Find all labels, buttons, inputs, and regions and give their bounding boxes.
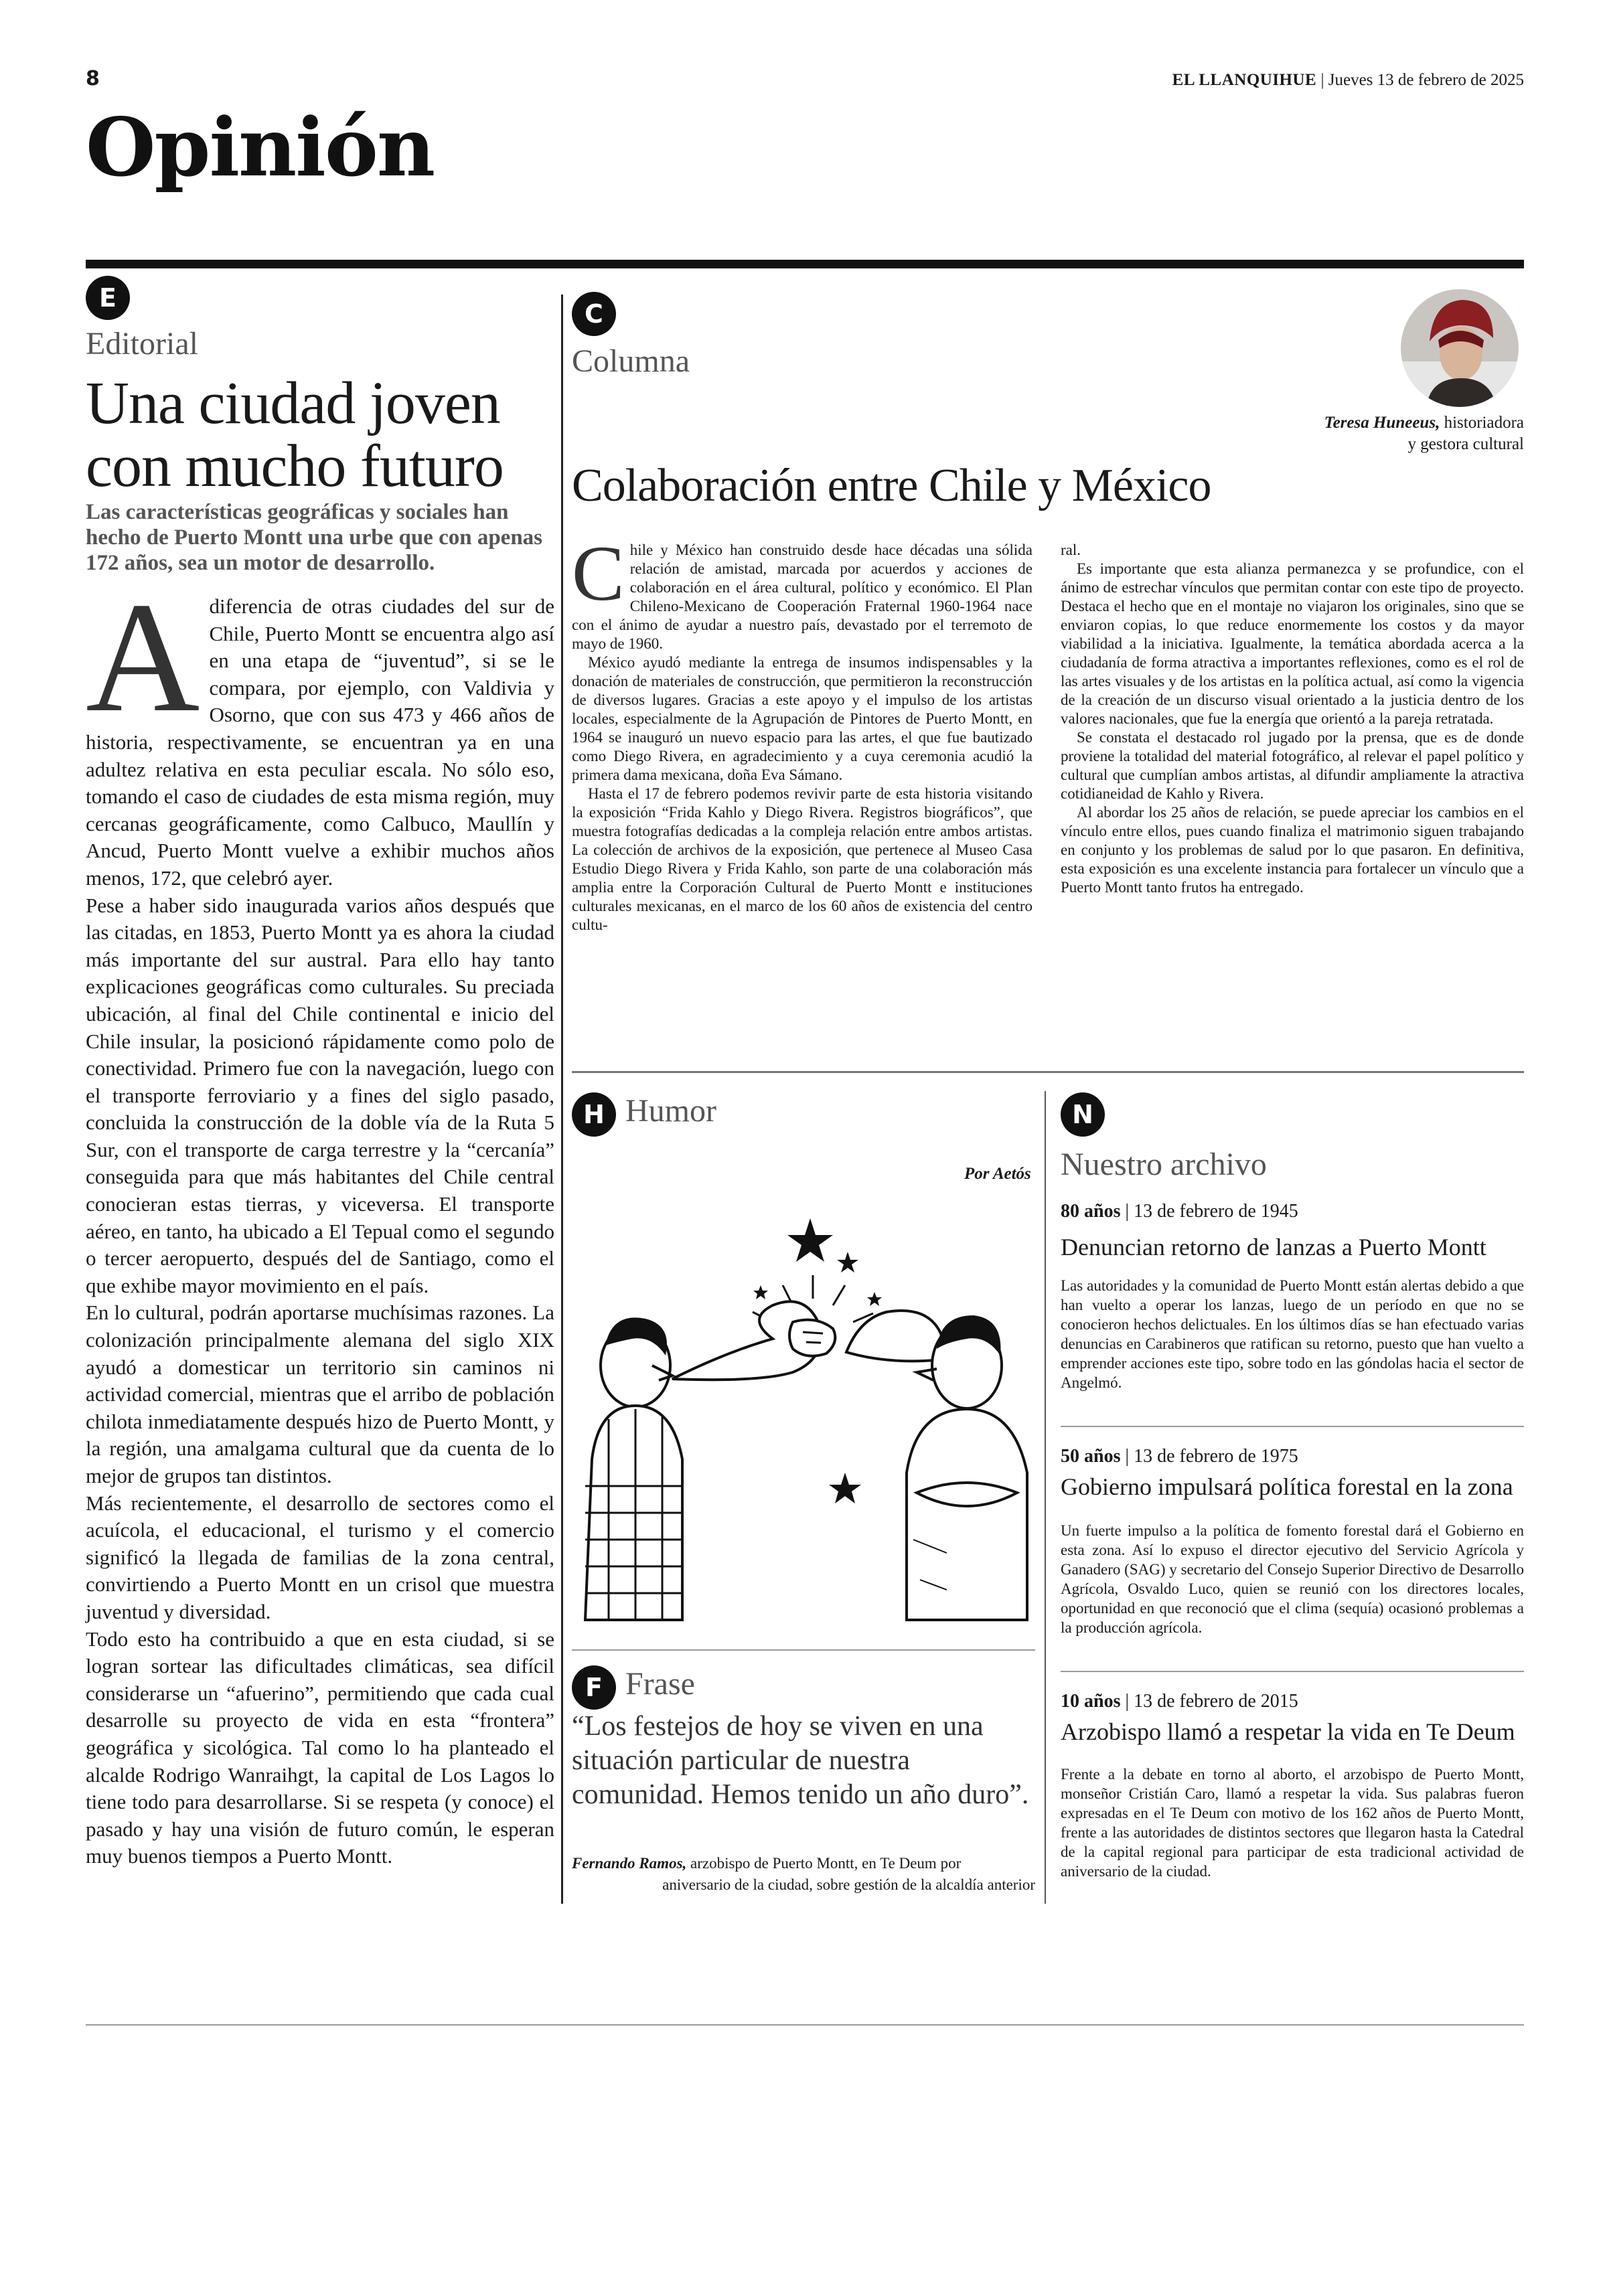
humor-bottom-rule <box>572 1649 1035 1651</box>
archivo-item-text: Un fuerte impulso a la política de fomento forestal dará el Gobierno en esta zona. Así lo expuso el director ejecutivo del Servicio Agrícola y Ganadero (SAG) y secretario del Consejo Superior Directivo de Desarrollo Agrícola, Osvaldo Luco, quien se reunió con los directores locales, oportunidad en que reconoció que el clima (sequía) ocasionó problemas a la producción agrícola. <box>1061 1522 1524 1636</box>
author-name: Teresa Huneeus, <box>1324 414 1440 432</box>
archivo-badge: N <box>1061 1092 1105 1137</box>
columna-paragraph: México ayudó mediante la entrega de insumos indispensables y la donación de materiales de construcción, que permitieron la reconstrucción de diversos lugares. Gracias a este apoyo y el impulso de los artistas locales, especialmente de la Agrupación de Pintores de Puerto Montt, en 1964 se inauguró un nuevo espacio para las artes, el que fue bautizado como Diego Rivera, en agradecimiento y a cuya ceremonia acudió la primera dama mexicana, doña Eva Sámano. <box>572 654 1032 783</box>
star-icon <box>837 1252 858 1273</box>
issue-date: | Jueves 13 de febrero de 2025 <box>1320 71 1524 89</box>
frase-attribution: Fernando Ramos, arzobispo de Puerto Montt, en Te Deum por aniversario de la ciudad, sobre gestión de la alcaldía anterior <box>572 1855 1035 1893</box>
columna-paragraph: Chile y México han construido desde hace décadas una sólida relación de amistad, marcada por acuerdos y acciones de colaboración en el área cultural, político y económico. El Plan Chileno-Mexicano de Cooperación Fraternal 1960-1964 nace con el ánimo de ayudar a nuestro país, devastado por el terremoto de mayo de 1960. <box>572 529 1032 652</box>
columna-paragraph: ral. <box>1061 542 1081 558</box>
column-divider <box>561 295 563 1904</box>
star-icon <box>787 1218 833 1262</box>
archivo-item-date: 10 años | 13 de febrero de 2015 <box>1061 1691 1298 1712</box>
columna-badge: C <box>572 292 616 336</box>
columna-bottom-rule <box>572 1071 1524 1073</box>
archivo-kicker: Nuestro archivo <box>1061 1147 1267 1182</box>
editorial-paragraph: Más recientemente, el desarrollo de sectores como el acuícola, el educacional, el turismo y el comercio significó la llegada de familias de la zona central, convirtiendo a Puerto Montt en un crisol que muestra juventud y diversidad. <box>86 1491 554 1623</box>
archivo-item-title: Denuncian retorno de lanzas a Puerto Montt <box>1061 1234 1486 1260</box>
star-icon <box>867 1292 882 1306</box>
archivo-separator <box>1061 1426 1524 1427</box>
editorial-paragraph: Adiferencia de otras ciudades del sur de Chile, Puerto Montt se encuentra algo así en una etapa de “juventud”, si se le compara, por ejemplo, con Valdivia y Osorno, que con sus 473 y 466 años de historia, respectivamente, se encuentran ya en una adultez relativa en esta peculiar escala. No sólo eso, tomando el caso de ciudades de esta misma región, muy cercanas geográficamente, como Calbuco, Maullín y Ancud, Puerto Montt vuelve a exhibir muchos años menos, 172, que celebró ayer. <box>86 570 554 890</box>
columna-text-col2 <box>1061 541 1524 897</box>
section-title: Opinión <box>86 100 435 195</box>
archivo-item-text: Frente a la debate en torno al aborto, el arzobispo de Puerto Montt, monseñor Cristián Caro, llamó a respetar la vida. Sus palabras fueron expresadas en el Te Deum con motivo de los 162 años de Puerto Montt, frente a las autoridades de distintos sectores que llegaron hasta la Catedral de la capital regional para participar de esta tradicional actividad de aniversario de la ciudad. <box>1061 1766 1524 1880</box>
editorial-headline <box>86 372 554 498</box>
archivo-item-text: Las autoridades y la comunidad de Puerto Montt están alertas debido a que han vuelto a operar los lanzas, luego de un período en que no se conocieron hechos delictuales. En los últimos días se han efectuado varias denuncias en Carabineros que ratifican su retorno, puesto que han vuelto a emprender acciones este tipo, sobre todo en las góndolas hacia el sector de Angelmó. <box>1061 1277 1524 1391</box>
humor-cartoon <box>572 1205 1035 1633</box>
frase-kicker: Frase <box>625 1666 695 1702</box>
columna-dropcap: C <box>572 529 625 617</box>
archivo-item-title: Arzobispo llamó a respetar la vida en Te Deum <box>1061 1718 1515 1745</box>
editorial-paragraph: Todo esto ha contribuido a que en esta ciudad, si se logran sortear las dificultades climáticas, sea difícil considerarse un “afuerino”, permitiendo que cada cual desarrolle su proyecto de vida en esta “frontera” geográfica y sicológica. Tal como lo ha planteado el alcalde Rodrigo Wanraihgt, la capital de Los Lagos lo tiene todo para desarrollarse. Si se respeta (y conoce) el pasado y hay una visión de futuro común, le esperan muy buenos tiempos a Puerto Montt. <box>86 1627 554 1868</box>
editorial-kicker: Editorial <box>86 326 198 361</box>
author-photo <box>1399 288 1520 408</box>
paper-name: EL LLANQUIHUE <box>1172 71 1317 89</box>
humor-kicker: Humor <box>625 1093 716 1129</box>
editorial-body <box>86 570 554 1870</box>
frase-quote: “Los festejos de hoy se viven en una situación particular de nuestra comunidad. Hemos tenido un año duro”. <box>572 1711 1029 1810</box>
editorial-dropcap: A <box>86 570 200 745</box>
top-rule <box>86 260 1524 268</box>
editorial-paragraph: Pese a haber sido inaugurada varios años después que las citadas, en 1853, Puerto Montt ya es ahora la ciudad más importante del sur austral. Para ello hay tanto explicaciones geográficas como culturales. Su preciada ubicación, al final del Chile continental e inicio del Chile insular, la posicionó rápidamente como polo de conectividad. Primero fue con la navegación, luego con el transporte ferroviario y a fines del siglo pasado, concluida la construcción de la doble vía de la Ruta 5 Sur, con el transporte de carga terrestre y la “cercanía” conseguida para que más habitantes del Chile central conocieran estas tierras, y viceversa. El transporte aéreo, en tanto, ha ubicado a El Tepual como el segundo o tercer aeropuerto, después del de Santiago, como el que exhibe mayor movimiento en el país. <box>86 893 554 1297</box>
editorial-paragraph: En lo cultural, podrán aportarse muchísimas razones. La colonización principalmente alemana del siglo XIX ayudó a domesticar un territorio sin caminos ni actividad comercial, mientras que el arribo de población chilota inmediatamente después hizo de Puerto Montt, y la región, una amalgama cultural que da cuenta de lo mejor de grupos tan distintos. <box>86 1301 554 1487</box>
star-icon <box>829 1473 861 1503</box>
star-icon <box>753 1285 768 1299</box>
columna-paragraph: Al abordar los 25 años de relación, se puede apreciar los cambios en el vínculo entre ellos, pues cuando finaliza el matrimonio siguen trabajando en conjunto y los problemas de salud por lo que pasaron. En definitiva, esta exposición es una excelente instancia para fortalecer un vínculo que a Puerto Montt tanto frutos ha entregado. <box>1061 804 1524 896</box>
humor-badge: H <box>572 1092 616 1137</box>
columna-paragraph: Hasta el 17 de febrero podemos revivir parte de esta historia visitando la exposición “Frida Kahlo y Diego Rivera. Registros biográficos”, que muestra fotografías dedicadas a la compleja relación entre ambos artistas. La colección de archivos de la exposición, que pertenece al Museo Casa Estudio Diego Rivera y Frida Kahlo, son parte de una colaboración más amplia entre la Corporación Cultural de Puerto Montt e instituciones culturales mexicanas, en el marco de los 60 años de existencia del centro cultu- <box>572 785 1032 933</box>
columna-kicker: Columna <box>572 343 690 379</box>
frase-author: Fernando Ramos, <box>572 1855 687 1872</box>
humor-credit: Por Aetós <box>964 1165 1031 1183</box>
editorial-headline-line2: con mucho futuro <box>86 433 504 499</box>
masthead <box>1172 71 1524 90</box>
editorial-headline-line1: Una ciudad joven <box>86 370 500 436</box>
author-role: historiadora <box>1440 414 1524 432</box>
editorial-lead: Las características geográficas y sociales han hecho de Puerto Montt una urbe que con apenas 172 años, sea un motor de desarrollo. <box>86 500 543 575</box>
archivo-separator <box>1061 1671 1524 1672</box>
archivo-divider <box>1045 1091 1046 1904</box>
columna-paragraph: Es importante que esta alianza permanezca y se profundice, con el ánimo de estrechar vínculos que permitan contar con este tipo de proyecto. Destaca el hecho que en el montaje no viajaron los originales, sino que se enviaron copias, lo que reduce enormemente los costos y da mayor viabilidad a la iniciativa. Igualmente, la temática abordada acerca a la ciudadanía de forma atractiva a importantes reflexiones, como es el rol de las artes visuales y de los artistas en la política actual, así como la vigencia de la creación de un discurso visual orientado a la justicia dentro de los valores nacionales, que fue la energía que orientó a la pareja retratada. <box>1061 560 1524 727</box>
columna-text-col1 <box>572 529 1032 934</box>
archivo-item-title: Gobierno impulsará política forestal en la zona <box>1061 1473 1513 1500</box>
columna-headline: Colaboración entre Chile y México <box>572 460 1211 511</box>
editorial-badge: E <box>86 276 130 320</box>
archivo-item-date: 80 años | 13 de febrero de 1945 <box>1061 1201 1298 1222</box>
frase-badge: F <box>572 1665 616 1710</box>
page-number: 8 <box>86 67 100 90</box>
page-bottom-rule <box>86 2024 1524 2026</box>
author-role-line2: y gestora cultural <box>1407 435 1524 453</box>
archivo-item-date: 50 años | 13 de febrero de 1975 <box>1061 1446 1298 1467</box>
columna-paragraph: Se constata el destacado rol jugado por la prensa, que es de donde proviene la totalidad del material fotográfico, al relevar el papel político y cultural que cumplían ambos artistas, al difundir ampliamente la atractiva cotidianeidad de Kahlo y Rivera. <box>1061 729 1524 802</box>
author-credit <box>1324 412 1524 455</box>
